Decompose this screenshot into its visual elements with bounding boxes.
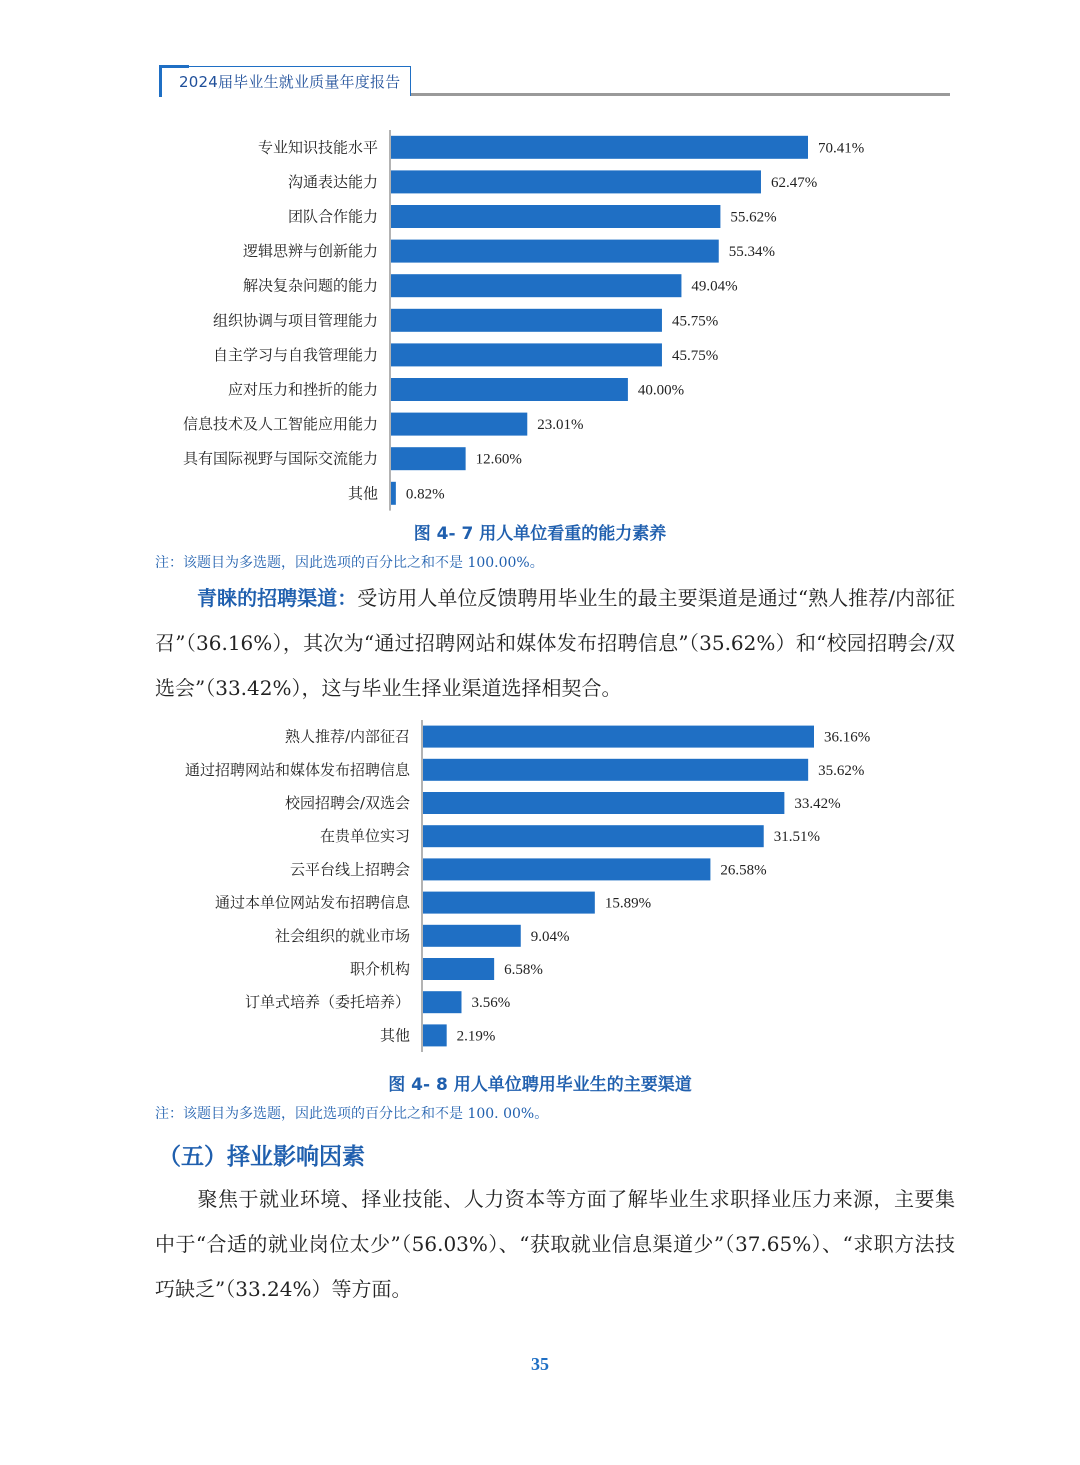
chart2-category-label: 社会组织的就业市场: [274, 926, 410, 945]
chart1-value-label: 45.75%: [671, 347, 719, 364]
chart2-value-label: 3.56%: [471, 995, 511, 1012]
chart1-category-label: 应对压力和挫折的能力: [227, 380, 378, 399]
chart2-category-label: 通过招聘网站和媒体发布招聘信息: [184, 760, 410, 779]
chart1-value-label: 49.04%: [691, 278, 738, 295]
chart1-category-label: 沟通表达能力: [287, 172, 378, 191]
chart2-value-label: 15.89%: [604, 895, 652, 912]
chart2-category-label: 通过本单位网站发布招聘信息: [214, 893, 410, 912]
chart1-category-label: 具有国际视野与国际交流能力: [182, 449, 378, 468]
chart1-caption: 图 4- 7 用人单位看重的能力素养: [413, 524, 667, 544]
page-number: 35: [531, 1354, 549, 1374]
chart2-value-label: 6.58%: [504, 962, 543, 978]
paragraph-body: 受访用人单位反馈聘用毕业生的最主要渠道是通过“熟人推荐/内部征召”（36.16%），其次为“通过招聘网站和媒体发布招聘信息”（35.62%）和“校园招聘会/双选会”（33.42%），这与毕业生择业渠道选择相契合。: [155, 586, 956, 700]
chart2-note: 注：该题目为多选题，因此选项的百分比之和不是 100. 00%。: [155, 1106, 549, 1122]
chart2-category-label: 云平台线上招聘会: [289, 860, 410, 879]
chart1-category-label: 逻辑思辨与创新能力: [242, 242, 378, 261]
chart1-category-label: 专业知识技能水平: [257, 138, 378, 157]
paragraph-body: 聚焦于就业环境、择业技能、人力资本等方面了解毕业生求职择业压力来源，主要集中于“合适的就业岗位太少”（56.03%）、“获取就业信息渠道少”（37.65%）、“求职方法技巧缺乏”（33.24%）等方面。: [155, 1187, 955, 1301]
chart1-value-label: 0.82%: [405, 486, 445, 503]
chart1-category-label: 其他: [347, 484, 378, 503]
chart2-bar: [423, 825, 764, 847]
chart2-bar: [423, 759, 808, 781]
chart2-value-label: 33.42%: [794, 796, 841, 812]
chart1-category-label: 信息技术及人工智能应用能力: [182, 415, 378, 434]
chart2-bar: [423, 1024, 447, 1046]
chart2-category-label: 熟人推荐/内部征召: [284, 727, 410, 746]
chart2-bar: [423, 726, 814, 748]
career-factors-paragraph: [155, 1177, 955, 1312]
chart1-value-label: 12.60%: [475, 451, 522, 468]
chart2-value-label: 26.58%: [720, 862, 767, 879]
header-title: 2024届毕业生就业质量年度报告: [179, 73, 401, 91]
chart2-bar: [423, 892, 595, 914]
chart1-category-label: 自主学习与自我管理能力: [212, 345, 378, 364]
chart1-category-label: 解决复杂问题的能力: [242, 276, 378, 295]
chart2-caption: 图 4- 8 用人单位聘用毕业生的主要渠道: [388, 1075, 692, 1095]
chart2-category-label: 其他: [379, 1026, 410, 1045]
chart1-category-label: 团队合作能力: [287, 207, 378, 226]
chart1-note: 注：该题目为多选题，因此选项的百分比之和不是 100.00%。: [155, 555, 544, 571]
chart1-value-label: 23.01%: [537, 417, 584, 434]
chart2-value-label: 36.16%: [824, 729, 871, 746]
chart2-bar: [423, 858, 710, 880]
chart2-value-label: 9.04%: [530, 928, 570, 945]
chart1-value-label: 45.75%: [671, 313, 719, 330]
chart2-bar: [423, 991, 461, 1013]
chart1-value-label: 62.47%: [770, 174, 818, 191]
chart2-bar: [423, 792, 784, 814]
chart1-value-label: 55.34%: [728, 244, 775, 261]
chart1-value-label: 70.41%: [818, 140, 865, 157]
paragraph-highlight: 青睐的招聘渠道：: [197, 586, 358, 610]
chart1-category-label: 组织协调与项目管理能力: [212, 311, 378, 330]
section-title: （五）择业影响因素: [158, 1144, 365, 1170]
chart2-category-label: 在贵单位实习: [319, 827, 410, 846]
chart1-value-label: 55.62%: [730, 209, 777, 226]
chart2-value-label: 35.62%: [818, 762, 865, 779]
chart1-value-label: 40.00%: [637, 382, 685, 399]
chart2-category-label: 职介机构: [349, 960, 410, 978]
chart2-value-label: 2.19%: [456, 1028, 496, 1045]
chart2-bar: [423, 925, 521, 947]
chart2-category-label: 校园招聘会/双选会: [284, 794, 410, 812]
chart2-bar: [423, 958, 494, 980]
chart2-category-label: 订单式培养（委托培养）: [244, 993, 410, 1012]
chart2-value-label: 31.51%: [773, 829, 820, 846]
